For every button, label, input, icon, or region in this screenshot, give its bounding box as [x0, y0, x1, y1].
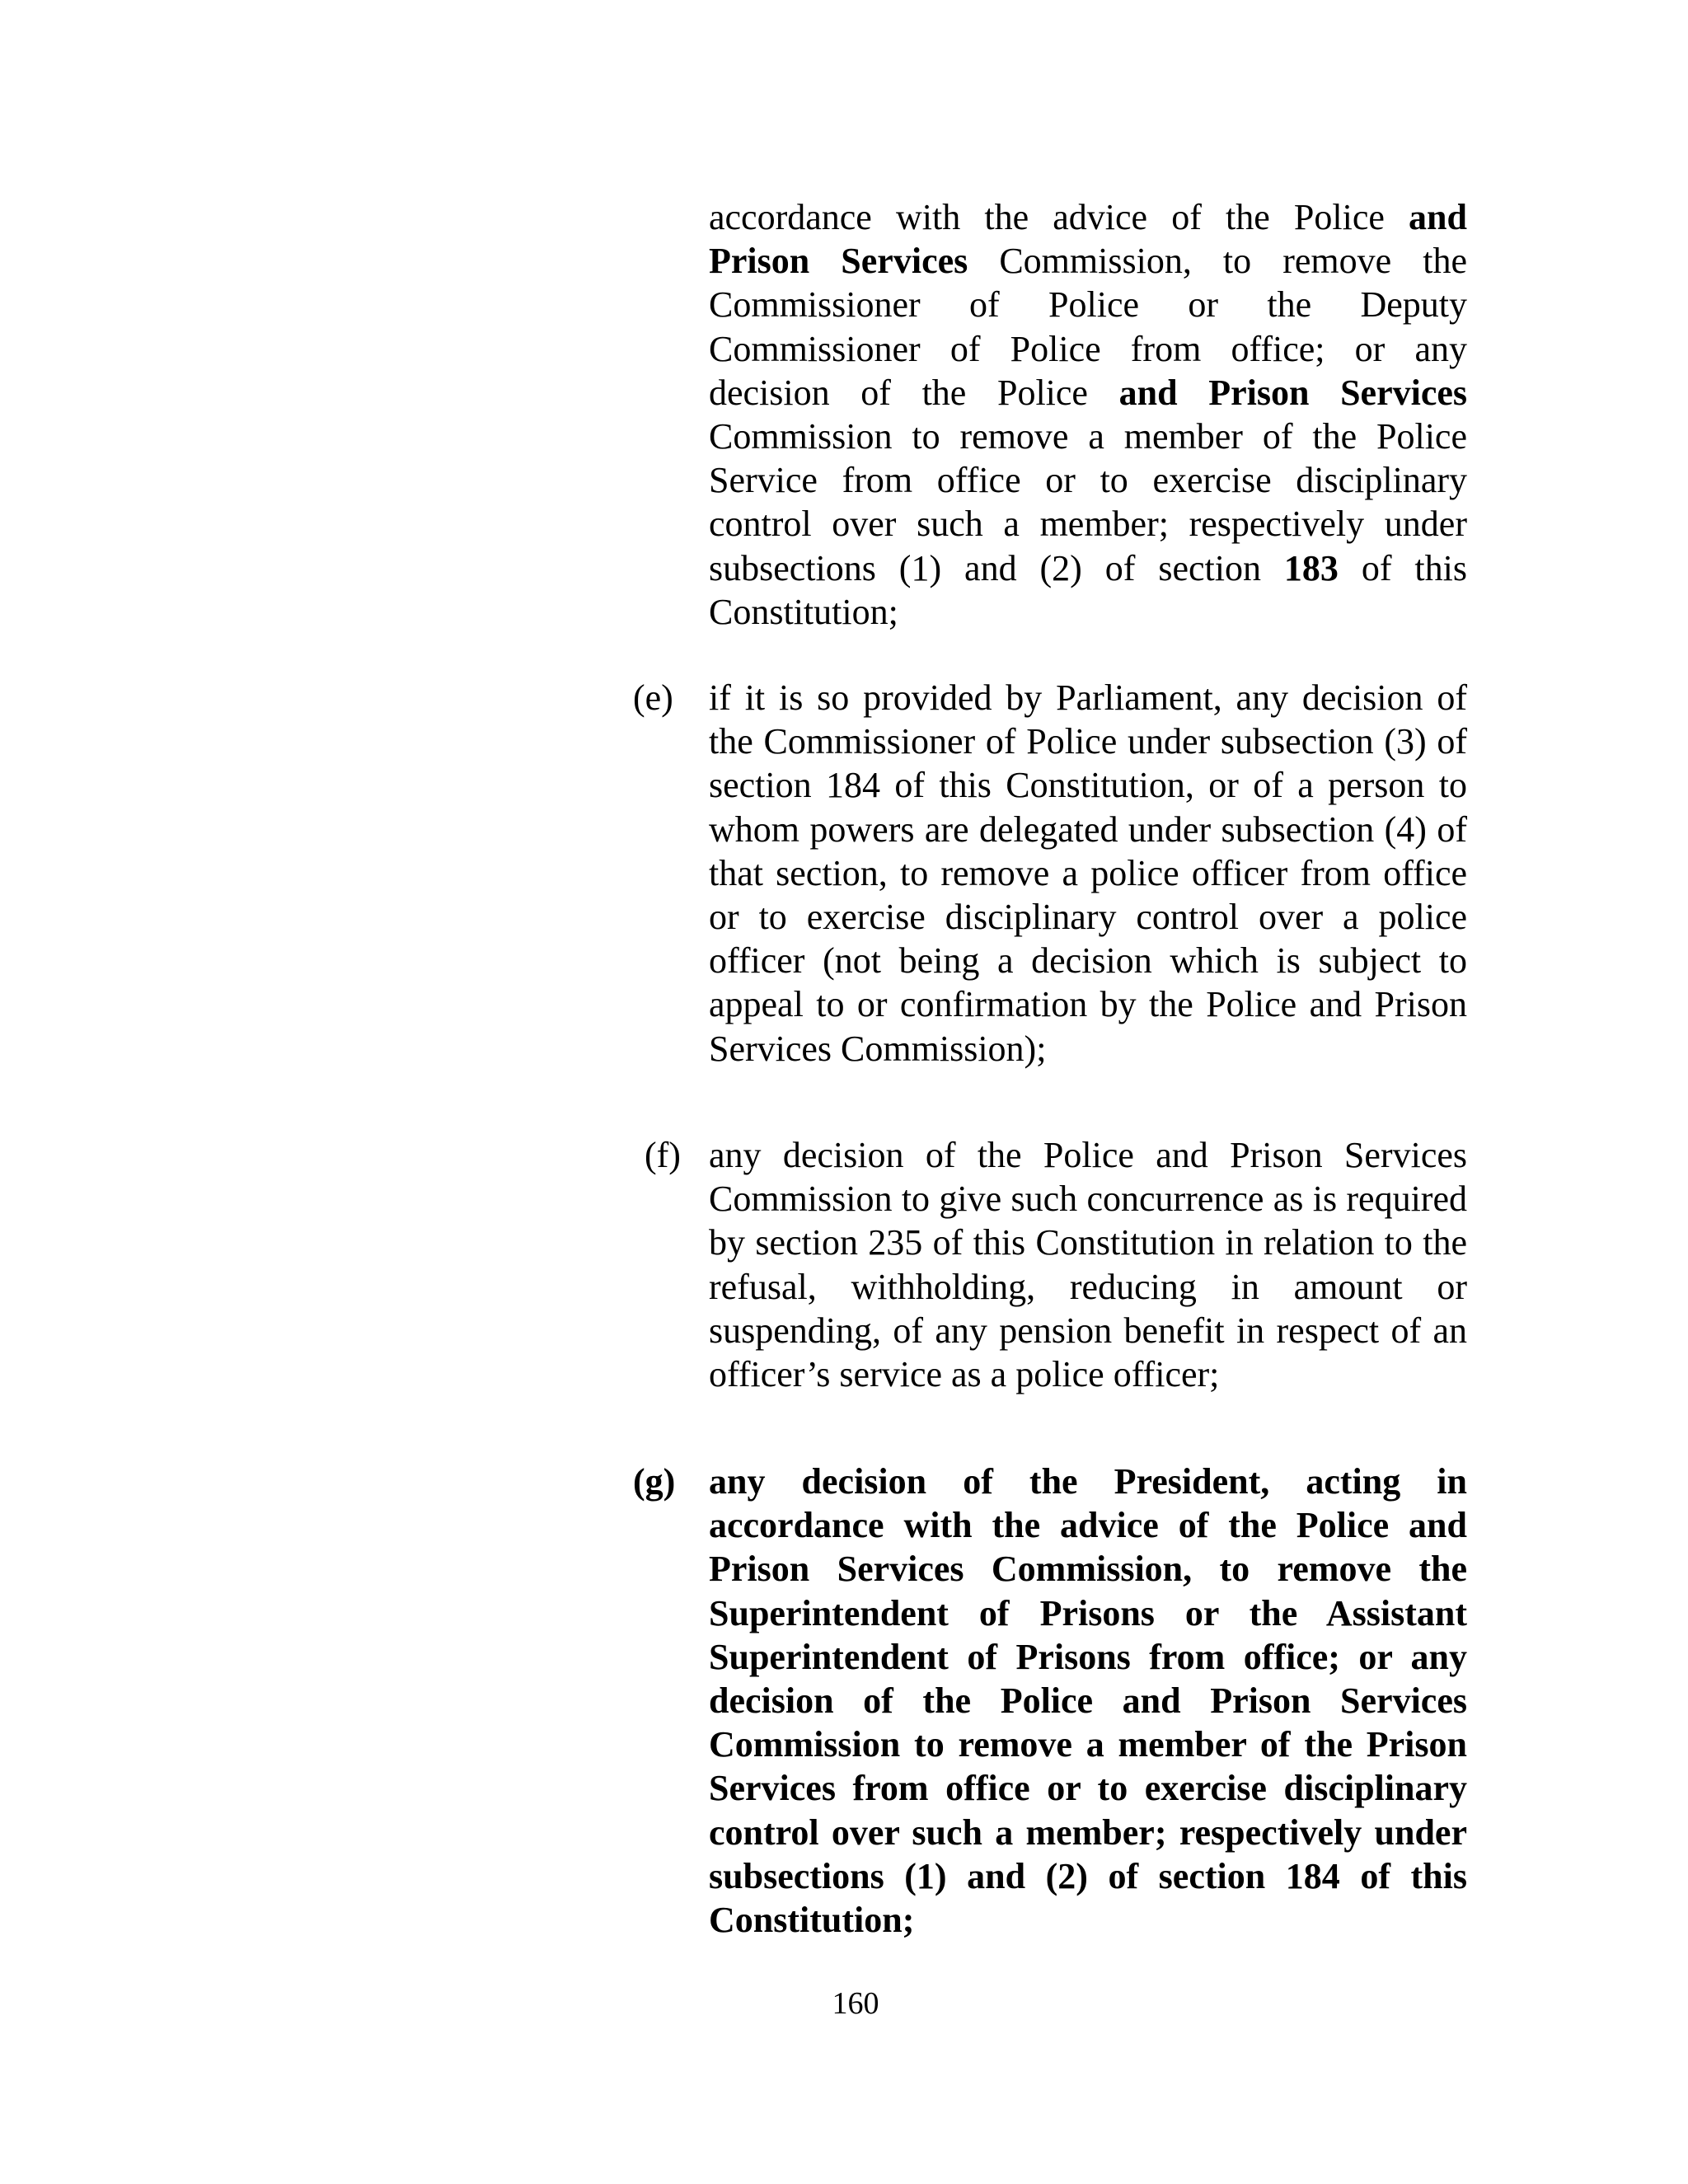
paragraph-d-text-1: accordance with the advice of the Police — [709, 197, 1409, 237]
paragraph-d-text-4: of this Constitution; — [709, 547, 1467, 632]
paragraph-d-continuation — [709, 195, 1467, 634]
paragraph-e-label: (e) — [633, 677, 673, 718]
paragraph-d-bold-3: 183 — [1283, 547, 1339, 588]
paragraph-f-text: any decision of the Police and Prison Services Commission to give such concurrence as is required by section 235 of this Constitution in relation to the refusal, withholding, reducing in amount or suspending, of any pension benefit in respect of an officer’s service as a police officer; — [709, 1135, 1467, 1395]
page-number: 160 — [832, 1986, 879, 2021]
paragraph-g-text: any decision of the President, acting in accordance with the advice of the Police and Prison Services Commission, to remove the Superintendent of Prisons or the Assistant Superintendent of Prisons from office; or any decision of the Police and Prison Services Commission to remove a member of the Prison Services from office or to exercise disciplinary control over such a member; respectively under subsections (1) and (2) of section 184 of this Constitution; — [709, 1461, 1467, 1941]
paragraph-f-label: (f) — [645, 1135, 681, 1175]
paragraph-e-text: if it is so provided by Parliament, any decision of the Commissioner of Police under subsection (3) of section 184 of this Constitution, or of a person to whom powers are delegated under subsection (4) of that section, to remove a police officer from office or to exercise disciplinary control over a police officer (not being a decision which is subject to appeal to or confirmation by the Police and Prison Services Commission); — [709, 677, 1467, 1069]
paragraph-d-text-2: Commission, to remove the Commissioner of Police or the Deputy Commissioner of Police from office; or any decision of the Police — [709, 241, 1467, 413]
paragraph-d-bold-1: and Prison Services — [709, 197, 1467, 282]
paragraph-d-text-3: Commission to remove a member of the Police Service from office or to exercise disciplinary control over such a member; respectively under subsections (1) and (2) of section — [709, 416, 1467, 588]
paragraph-g-label: (g) — [633, 1461, 676, 1502]
paragraph-d-bold-2: and Prison Services — [1118, 372, 1468, 413]
